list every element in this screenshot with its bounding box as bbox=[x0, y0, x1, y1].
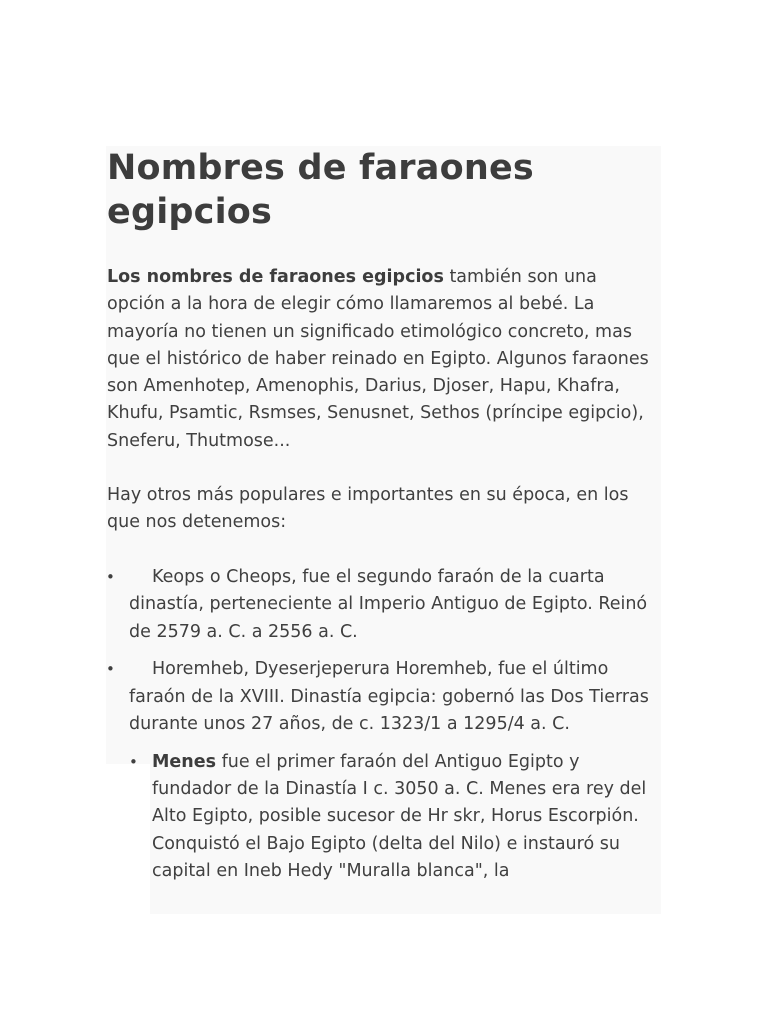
bullet-icon: • bbox=[106, 567, 115, 586]
list-item-text: fue el primer faraón del Antiguo Egipto y fundador de la Dinastía I c. 3050 a. C. Menes era rey del Alto Egipto, posible sucesor de Hr skr, Horus Escorpión. Conquistó el Bajo Egipto (delta del Nilo) e instauró su capital en Ineb Hedy "Muralla blanca", la bbox=[152, 751, 647, 881]
list-item bbox=[107, 656, 657, 739]
page-cutoff bbox=[0, 914, 768, 1024]
second-paragraph: Hay otros más populares e importantes en su época, en los que nos detenemos: bbox=[107, 485, 629, 533]
intro-bold-text: Los nombres de faraones egipcios bbox=[107, 267, 444, 287]
intro-paragraph bbox=[107, 264, 657, 455]
list-item bbox=[107, 564, 657, 647]
list-item bbox=[107, 749, 652, 885]
bullet-icon: • bbox=[129, 752, 138, 771]
list-item-text: Horemheb, Dyeserjeperura Horemheb, fue el último faraón de la XVIII. Dinastía egipcia: gobernó las Dos Tierras durante unos 27 años, de c. 1323/1 a 1295/4 a. C. bbox=[129, 659, 649, 735]
document-content bbox=[107, 146, 657, 885]
list-item-bold: Menes bbox=[152, 751, 217, 772]
pharaoh-sublist bbox=[107, 749, 657, 885]
pharaoh-list bbox=[107, 564, 657, 739]
list-item-text: Keops o Cheops, fue el segundo faraón de la cuarta dinastía, perteneciente al Imperio Antiguo de Egipto. Reinó de 2579 a. C. a 2556 a. C. bbox=[129, 566, 648, 642]
intro-text: también son una opción a la hora de elegir cómo llamaremos al bebé. La mayoría no tienen un significado etimológico concreto, mas que el histórico de haber reinado en Egipto. Algunos faraones son Amenhotep, Amenophis, Darius, Djoser, Hapu, Khafra, Khufu, Psamtic, Rsmses, Senusnet, Sethos (príncipe egipcio), Sneferu, Thutmose... bbox=[107, 267, 649, 451]
bullet-icon: • bbox=[106, 660, 115, 679]
page-title: Nombres de faraones egipcios bbox=[107, 148, 534, 232]
